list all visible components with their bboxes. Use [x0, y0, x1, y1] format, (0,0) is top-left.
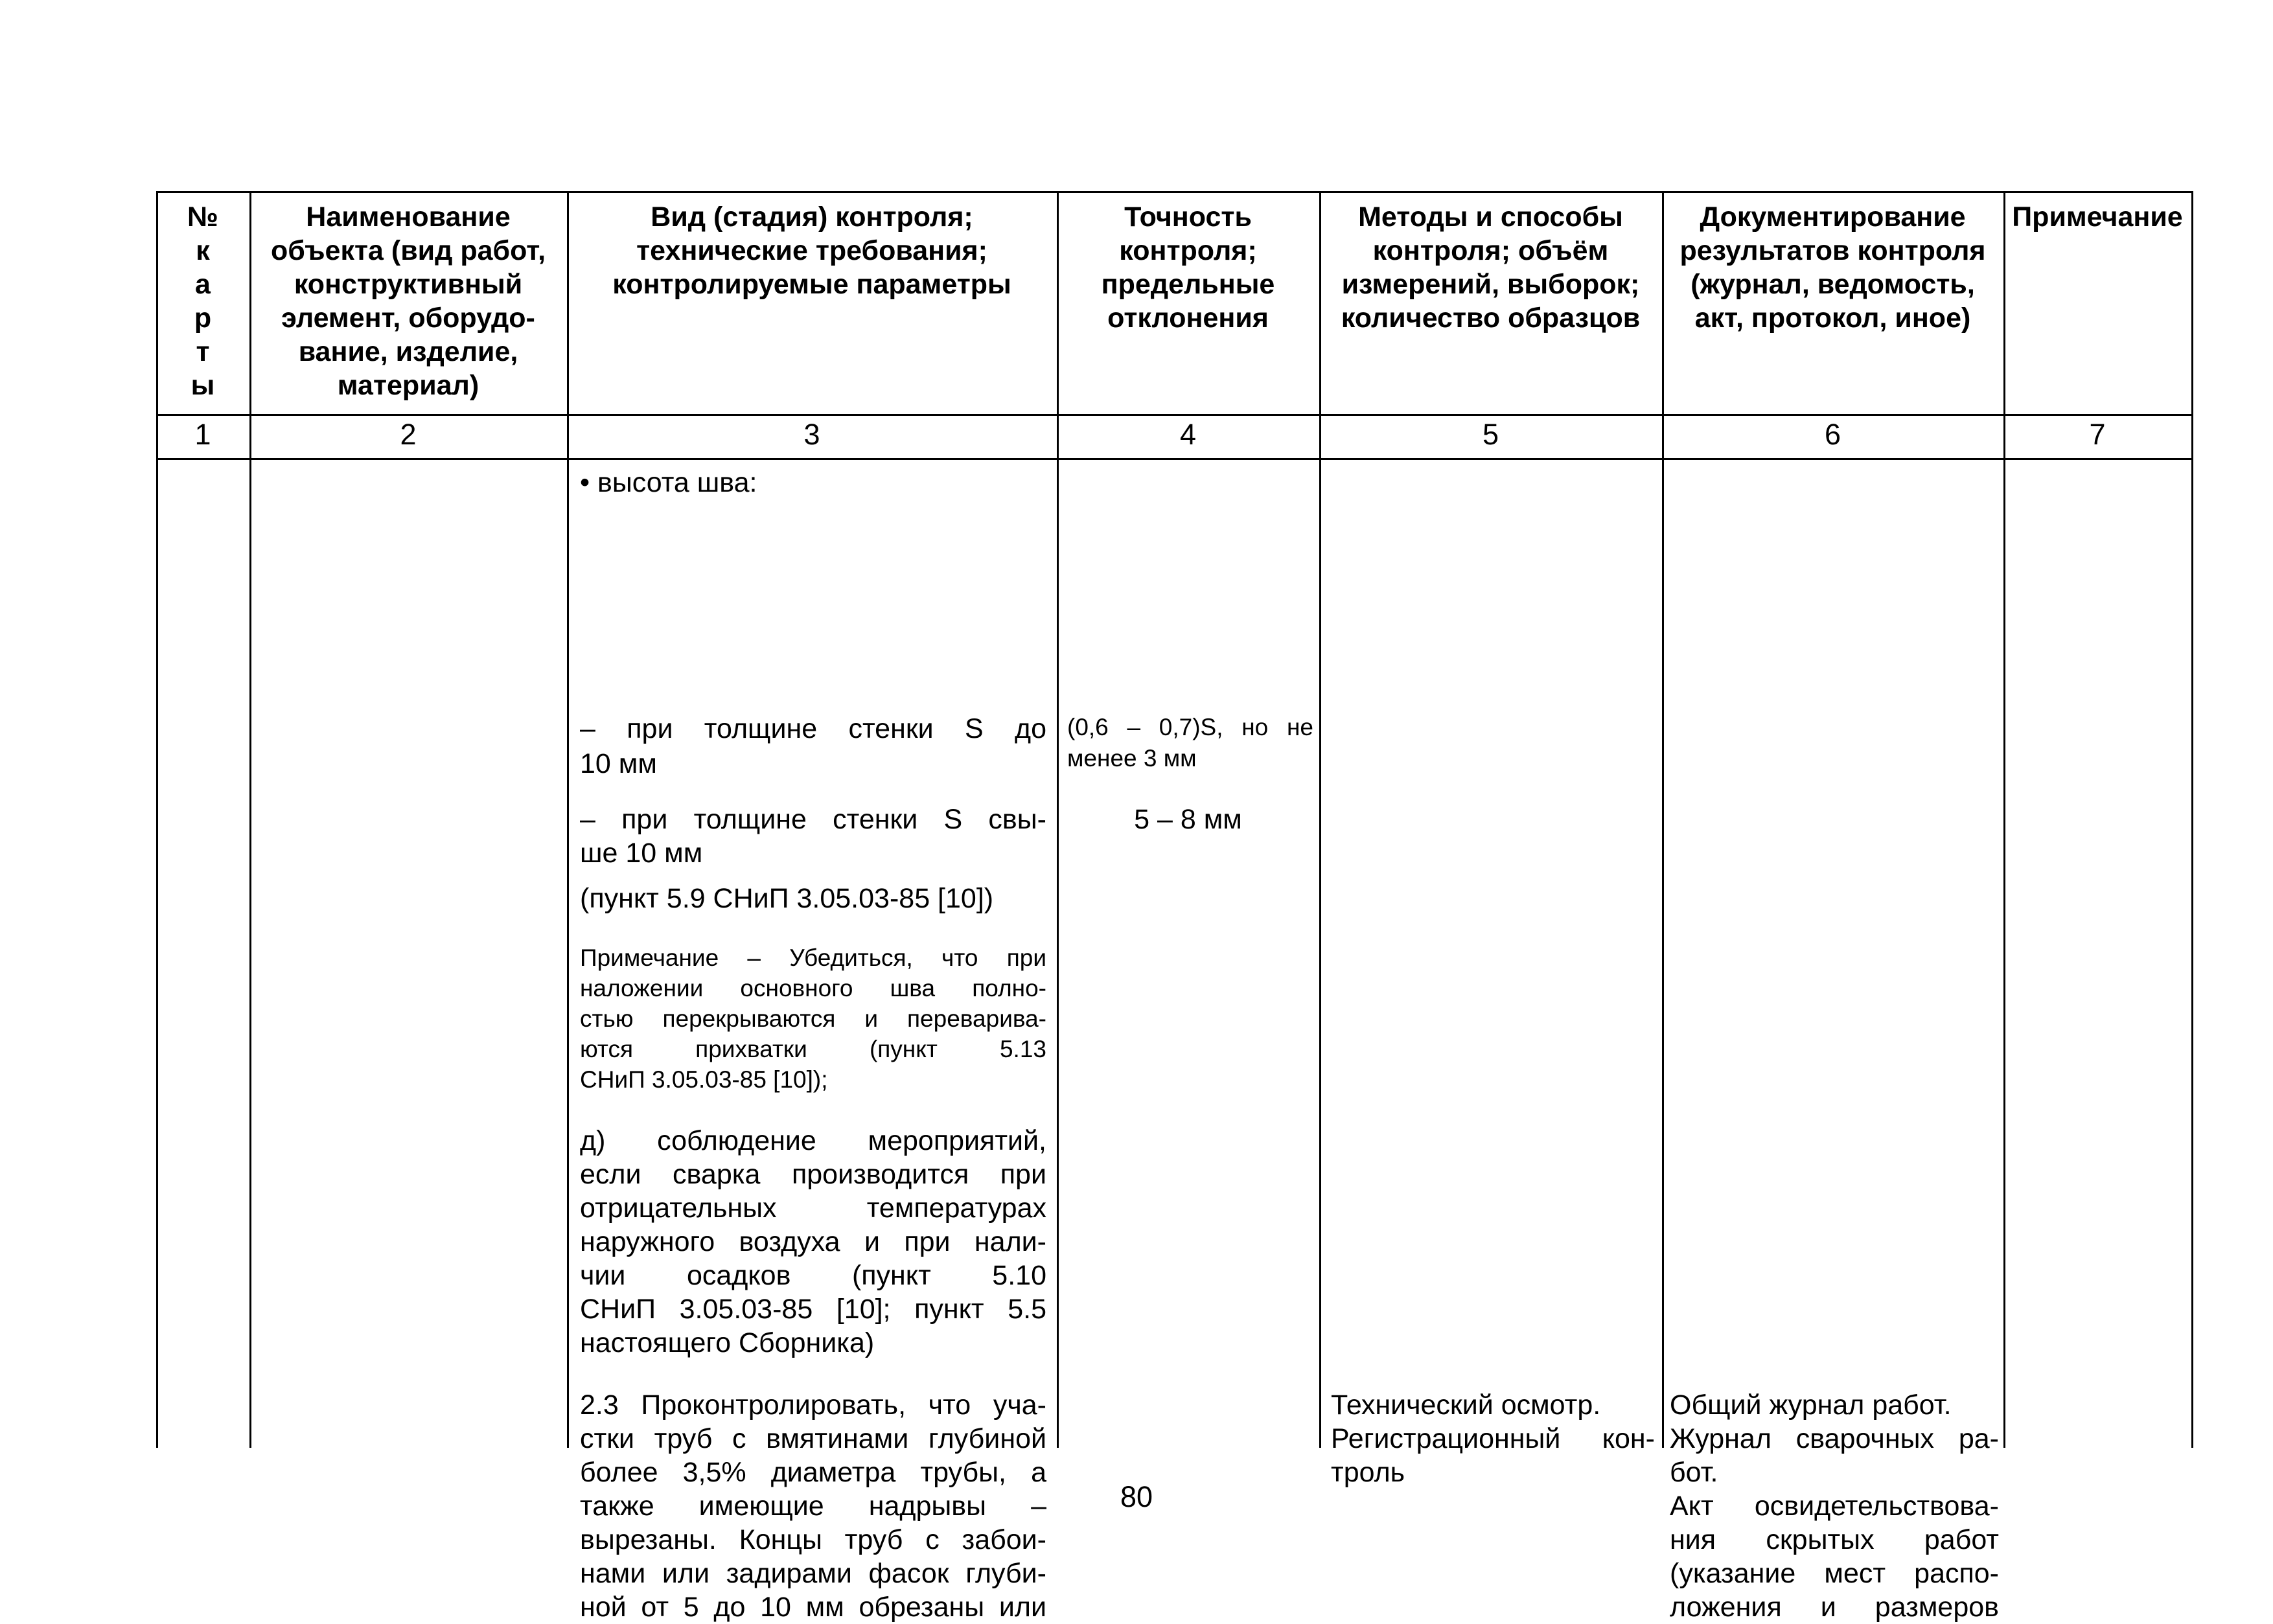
- text-line: д) соблюдение мероприятий,: [580, 1125, 1046, 1156]
- text-line: если сварка производится при: [580, 1159, 1046, 1190]
- text-line: наружного воздуха и при нали-: [580, 1226, 1046, 1257]
- header-control-type: Вид (стадия) контроля; технические требования; контролируемые параметры: [612, 201, 1011, 300]
- tolerance-upto-10-line2: менее 3 мм: [1067, 745, 1197, 772]
- column-number-3: 3: [803, 418, 820, 451]
- column-number-5: 5: [1482, 418, 1499, 451]
- text-line: 2.3 Проконтролировать, что уча-: [580, 1390, 1046, 1421]
- weld-note: [580, 943, 1046, 1095]
- text-line: Журнал сварочных ра-: [1670, 1423, 1999, 1454]
- note-line: стью перекрываются и переварива-: [580, 1005, 1046, 1032]
- text-line: нами или задирами фасок глуби-: [580, 1558, 1046, 1589]
- column-number-6: 6: [1824, 418, 1841, 451]
- text-line: Общий журнал работ.: [1670, 1390, 1952, 1421]
- text-line: СНиП 3.05.03-85 [10]; пункт 5.5: [580, 1294, 1046, 1325]
- text-line: ложения и размеров: [1670, 1592, 1999, 1623]
- column-divider: [567, 191, 569, 1448]
- column-divider: [1319, 191, 1321, 1448]
- column-number-7: 7: [2089, 418, 2106, 451]
- text-line: также имеющие надрывы –: [580, 1491, 1046, 1522]
- item-d-paragraph: [580, 1124, 1046, 1360]
- tolerance-upto-10-line1: (0,6 – 0,7)S, но не: [1067, 714, 1313, 740]
- wall-over-10-line1: – при толщине стенки S свы-: [580, 804, 1046, 835]
- text-line: троль: [1331, 1457, 1405, 1488]
- text-line: отрицательных температурах: [580, 1193, 1046, 1224]
- header-object-name: Наименование объекта (вид работ, конструктивный элемент, оборудо- вание, изделие, материал): [270, 201, 546, 401]
- inspection-methods: [1331, 1388, 1655, 1489]
- text-line: Технический осмотр.: [1331, 1390, 1601, 1421]
- note-line: СНиП 3.05.03-85 [10]);: [580, 1066, 828, 1093]
- text-line: ния скрытых работ: [1670, 1524, 1999, 1555]
- column-numbers-divider: [156, 458, 2193, 460]
- text-line: Акт освидетельствова-: [1670, 1491, 1999, 1522]
- header-accuracy: Точность контроля; предельные отклонения: [1101, 201, 1275, 334]
- reference-5-9: (пункт 5.9 СНиП 3.05.03-85 [10]): [580, 883, 994, 914]
- column-number-4: 4: [1179, 418, 1197, 451]
- tolerance-over-10: 5 – 8 мм: [1134, 804, 1242, 835]
- note-line: наложении основного шва полно-: [580, 975, 1046, 1001]
- text-line: (указание мест распо-: [1670, 1558, 1999, 1589]
- text-line: Регистрационный кон-: [1331, 1423, 1655, 1454]
- seam-height-label: • высота шва:: [580, 467, 757, 498]
- page-number: 80: [1120, 1480, 1153, 1513]
- note-line: ются прихватки (пункт 5.13: [580, 1036, 1046, 1062]
- table-border-right: [2191, 191, 2193, 1448]
- column-number-1: 1: [194, 418, 211, 451]
- column-divider: [1662, 191, 1664, 1448]
- header-note: Примечание: [2012, 201, 2183, 233]
- wall-upto-10-line2: 10 мм: [580, 748, 657, 779]
- column-number-2: 2: [400, 418, 417, 451]
- text-line: более 3,5% диаметра трубы, а: [580, 1457, 1046, 1488]
- text-line: стки труб с вмятинами глубиной: [580, 1423, 1046, 1454]
- wall-upto-10-line1: – при толщине стенки S до: [580, 713, 1046, 744]
- text-line: ной от 5 до 10 мм обрезаны или: [580, 1592, 1046, 1623]
- header-documentation: Документирование результатов контроля (журнал, ведомость, акт, протокол, иное): [1679, 201, 1986, 334]
- text-line: настоящего Сборника): [580, 1327, 875, 1358]
- table-border-top: [156, 191, 2193, 193]
- note-line: Примечание – Убедиться, что при: [580, 944, 1046, 971]
- wall-over-10-line2: ше 10 мм: [580, 838, 703, 869]
- column-divider: [2003, 191, 2005, 1448]
- text-line: чии осадков (пункт 5.10: [580, 1260, 1046, 1291]
- text-line: бот.: [1670, 1457, 1718, 1488]
- header-methods: Методы и способы контроля; объём измерений, выборок; количество образцов: [1341, 201, 1641, 334]
- text-line: вырезаны. Концы труб с забои-: [580, 1524, 1046, 1555]
- header-card-number: № к а р т ы: [187, 201, 218, 401]
